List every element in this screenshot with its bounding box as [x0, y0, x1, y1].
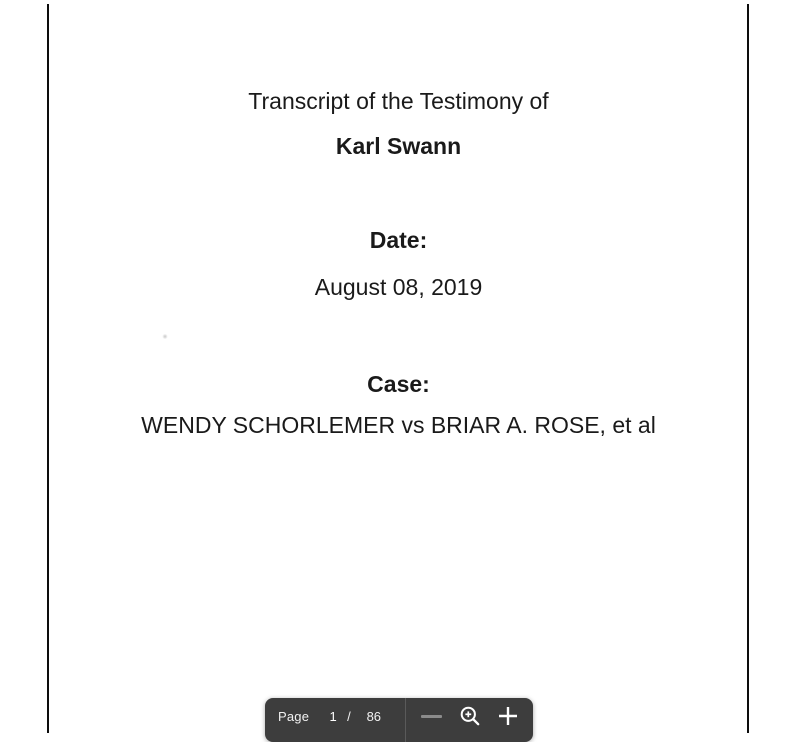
- magnifier-plus-icon: [458, 704, 482, 728]
- date-value: August 08, 2019: [314, 274, 483, 300]
- page-separator: /: [347, 708, 351, 724]
- scan-artifact-dot: [162, 334, 168, 339]
- transcript-title-line: Transcript of the Testimony of: [248, 88, 549, 114]
- page-number-input[interactable]: [321, 709, 345, 724]
- page-label: Page: [278, 708, 310, 724]
- date-label: Date:: [369, 227, 428, 253]
- page-navigation-section: [265, 698, 405, 734]
- deponent-name: Karl Swann: [335, 133, 462, 159]
- page-total-count: 86: [366, 708, 382, 724]
- zoom-out-button[interactable]: [414, 699, 448, 733]
- minus-icon: [421, 715, 442, 718]
- zoom-controls-section: [406, 698, 533, 734]
- zoom-tool-button[interactable]: [453, 699, 487, 733]
- zoom-in-button[interactable]: [491, 699, 525, 733]
- case-label: Case:: [367, 371, 430, 397]
- pdf-bottom-toolbar: [265, 698, 533, 742]
- plus-icon: [497, 705, 519, 727]
- case-value: WENDY SCHORLEMER vs BRIAR A. ROSE, et al: [141, 412, 656, 438]
